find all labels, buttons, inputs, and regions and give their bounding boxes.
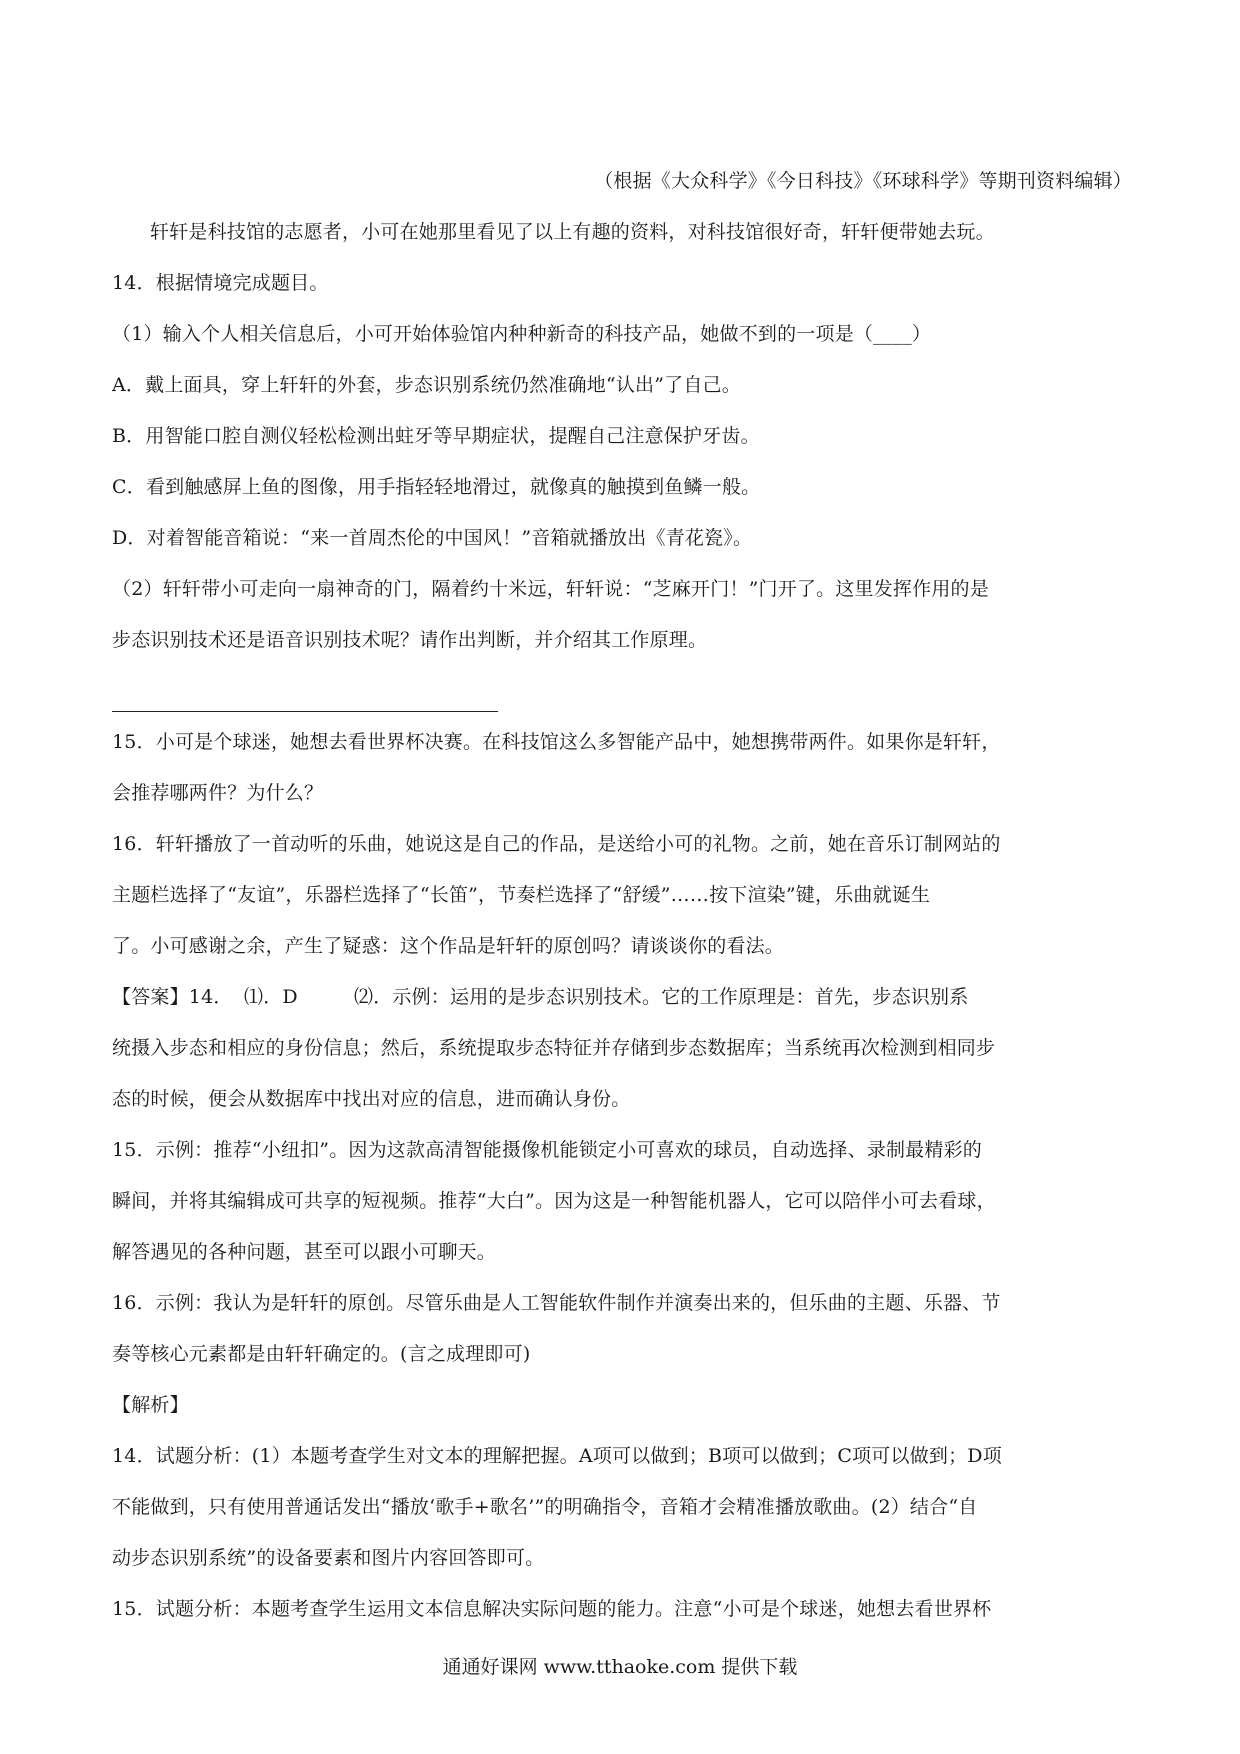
analysis-14-line2: 不能做到，只有使用普通话发出“播放‘歌手+歌名’”的明确指令，音箱才会精准播放歌曲。(2）结合“自 bbox=[112, 1496, 978, 1518]
question-16-line1: 16．轩轩播放了一首动听的乐曲，她说这是自己的作品，是送给小可的礼物。之前，她在音乐订制网站的 bbox=[112, 833, 1001, 855]
question-16-line2: 主题栏选择了“友谊”，乐器栏选择了“长笛”，节奏栏选择了“舒缓”……按下渲染”键，乐曲就诞生 bbox=[112, 884, 931, 906]
intro-paragraph: 轩轩是科技馆的志愿者，小可在她那里看见了以上有趣的资料，对科技馆很好奇，轩轩便带她去玩。 bbox=[150, 221, 995, 243]
answer-label: 【答案】14． bbox=[112, 986, 233, 1008]
answer-15-line1: 15．示例：推荐“小纽扣”。因为这款高清智能摄像机能锁定小可喜欢的球员，自动选择、录制最精彩的 bbox=[112, 1139, 983, 1161]
answer-15-line2: 瞬间，并将其编辑成可共享的短视频。推荐“大白”。因为这是一种智能机器人，它可以陪伴小可去看球， bbox=[112, 1190, 996, 1212]
answer-16-line2: 奏等核心元素都是由轩轩确定的。(言之成理即可) bbox=[112, 1343, 531, 1365]
source-note: （根据《大众科学》《今日科技》《环球科学》等期刊资料编辑） bbox=[594, 170, 1132, 192]
question-16-line3: 了。小可感谢之余，产生了疑惑：这个作品是轩轩的原创吗？请谈谈你的看法。 bbox=[112, 935, 785, 957]
analysis-15-line1: 15．试题分析：本题考查学生运用文本信息解决实际问题的能力。注意“小可是个球迷，她想去看世界杯 bbox=[112, 1598, 992, 1620]
answer-14-part2-line2: 统摄入步态和相应的身份信息；然后，系统提取步态特征并存储到步态数据库；当系统再次检测到相同步 bbox=[112, 1037, 996, 1059]
answer-16-line1: 16．示例：我认为是轩轩的原创。尽管乐曲是人工智能软件制作并演奏出来的，但乐曲的主题、乐器、节 bbox=[112, 1292, 1001, 1314]
question-14-part1-stem: （1）输入个人相关信息后，小可开始体验馆内种种新奇的科技产品，她做不到的一项是（____） bbox=[112, 323, 932, 345]
answer-blank-line bbox=[112, 711, 498, 712]
question-15-line1: 15．小可是个球迷，她想去看世界杯决赛。在科技馆这么多智能产品中，她想携带两件。如果你是轩轩， bbox=[112, 731, 1001, 753]
question-14-option-a: A．戴上面具，穿上轩轩的外套，步态识别系统仍然准确地“认出”了自己。 bbox=[112, 374, 741, 396]
question-15-line2: 会推荐哪两件？为什么？ bbox=[112, 782, 324, 804]
question-14-part2-line1: （2）轩轩带小可走向一扇神奇的门，隔着约十米远，轩轩说：“芝麻开门！”门开了。这里发挥作用的是 bbox=[112, 578, 989, 600]
question-14-option-c: C．看到触感屏上鱼的图像，用手指轻轻地滑过，就像真的触摸到鱼鳞一般。 bbox=[112, 476, 761, 498]
answer-blank-row bbox=[112, 666, 1134, 717]
analysis-14-line3: 动步态识别系统”的设备要素和图片内容回答即可。 bbox=[112, 1547, 545, 1569]
answer-14-part2-line1: ⑵．示例：运用的是步态识别技术。它的工作原理是：首先，步态识别系 bbox=[354, 986, 969, 1008]
answer-14-header bbox=[112, 972, 1134, 1023]
analysis-label: 【解析】 bbox=[112, 1394, 189, 1416]
answer-14-part2-line3: 态的时候，便会从数据库中找出对应的信息，进而确认身份。 bbox=[112, 1088, 631, 1110]
question-14-title: 14．根据情境完成题目。 bbox=[112, 272, 329, 294]
analysis-14-line1: 14．试题分析：(1）本题考查学生对文本的理解把握。A项可以做到；B项可以做到；C项可以做到；D项 bbox=[112, 1445, 1002, 1467]
question-14-option-d: D．对着智能音箱说：“来一首周杰伦的中国风！”音箱就播放出《青花瓷》。 bbox=[112, 527, 753, 549]
answer-14-part1: ⑴．D bbox=[244, 986, 298, 1008]
document-body bbox=[112, 156, 1134, 1635]
question-14-option-b: B．用智能口腔自测仪轻松检测出蛀牙等早期症状，提醒自己注意保护牙齿。 bbox=[112, 425, 760, 447]
answer-15-line3: 解答遇见的各种问题，甚至可以跟小可聊天。 bbox=[112, 1241, 497, 1263]
question-14-part2-line2: 步态识别技术还是语音识别技术呢？请作出判断，并介绍其工作原理。 bbox=[112, 629, 708, 651]
page-footer: 通通好课网 www.tthaoke.com 提供下载 bbox=[442, 1656, 798, 1678]
